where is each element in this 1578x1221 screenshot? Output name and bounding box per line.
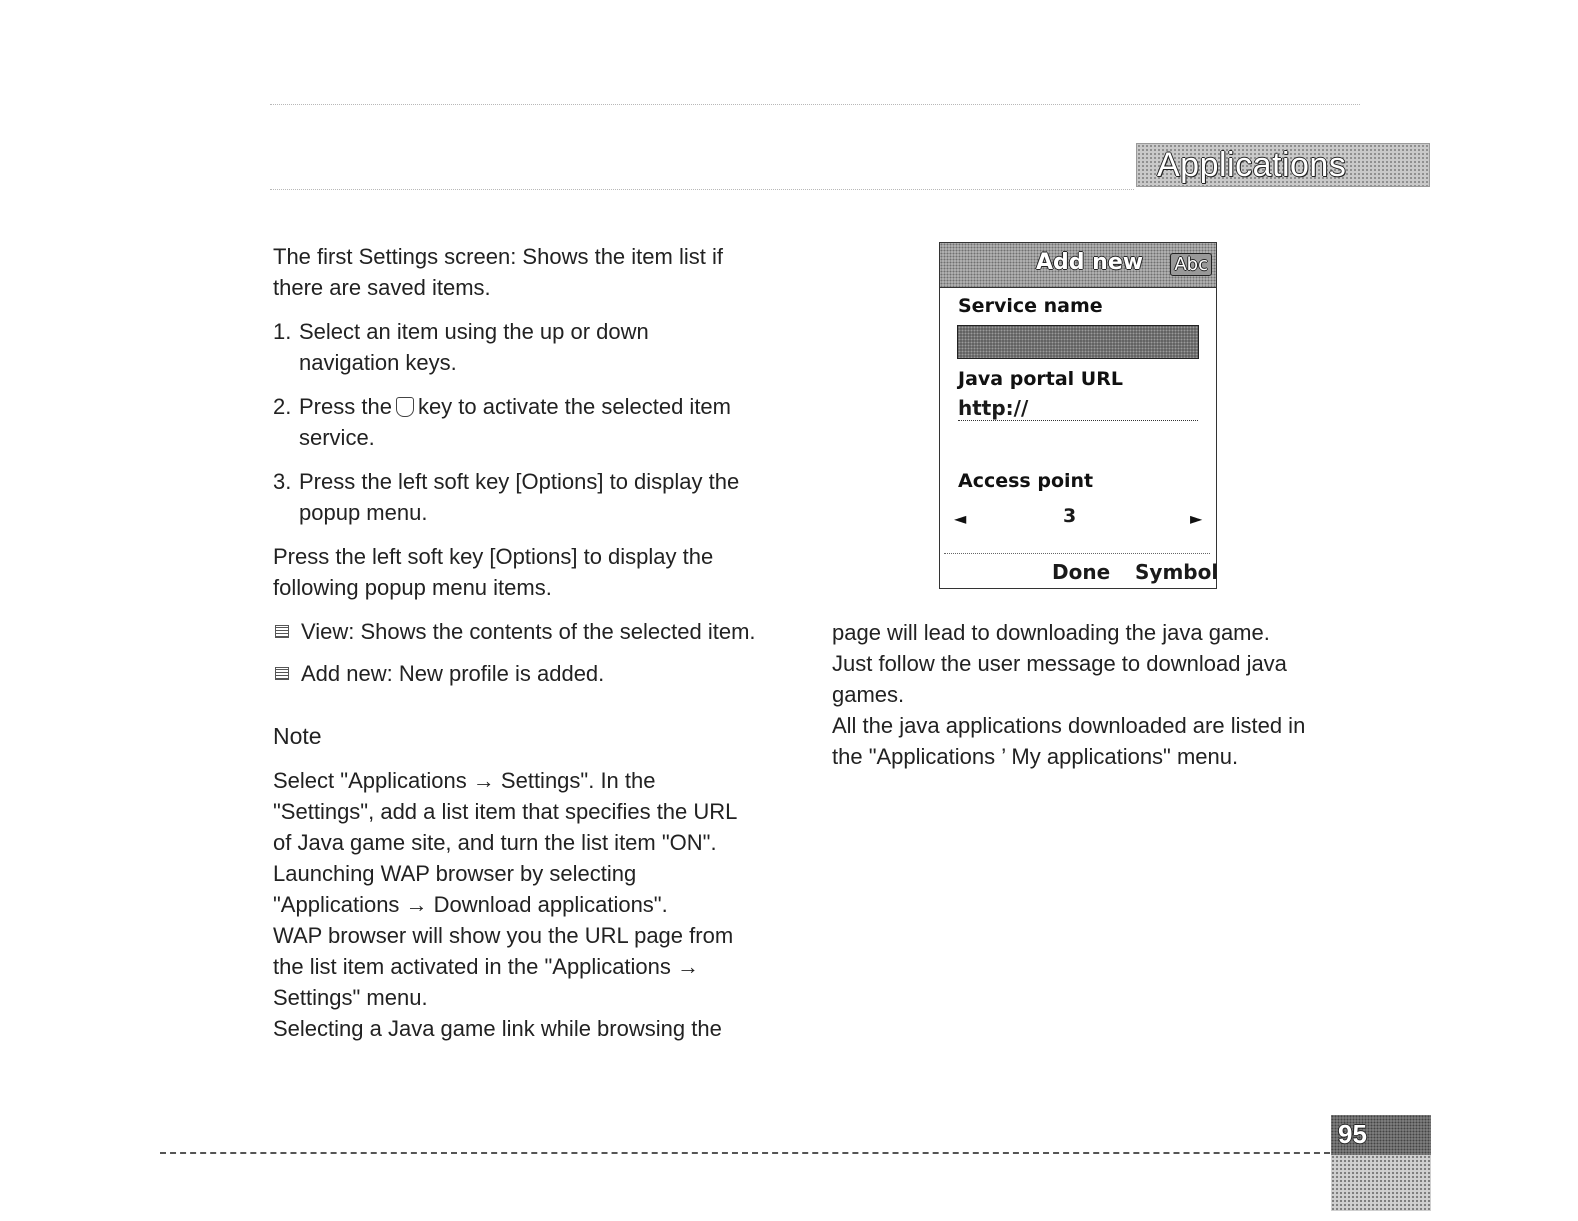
right-column xyxy=(832,617,1352,772)
step-text: key to activate the selected item service. xyxy=(299,394,731,450)
bullet-icon xyxy=(275,667,289,680)
body-line: All the java applications downloaded are listed in xyxy=(832,713,1306,738)
body-line: page will lead to downloading the java game. xyxy=(832,620,1270,645)
step-1: 1. Select an item using the up or down navigation keys. xyxy=(273,319,649,375)
step-2: 2. Press the key to activate the selected item service. xyxy=(273,394,731,450)
intro-text: The first Settings screen: Shows the item list if there are saved items. xyxy=(273,244,723,300)
access-point-label: Access point xyxy=(958,470,1094,492)
step-text: Press the xyxy=(299,394,392,419)
ok-key-icon xyxy=(396,397,414,417)
step-text: Press the left soft key [Options] to display the popup menu. xyxy=(299,469,740,525)
access-point-value: 3 xyxy=(1063,505,1077,527)
phone-screen xyxy=(939,242,1217,589)
bullet-add-new: Add new: New profile is added. xyxy=(273,658,761,689)
service-name-label: Service name xyxy=(958,295,1103,317)
header-rule-bottom xyxy=(270,189,1134,190)
header-rule-top xyxy=(270,104,1360,105)
step-text: Select an item using the up or down navigation keys. xyxy=(299,319,649,375)
body-line: Just follow the user message to download java xyxy=(832,651,1287,676)
softkey-done[interactable]: Done xyxy=(1052,560,1111,584)
java-url-label: Java portal URL xyxy=(958,368,1123,390)
note-line: Launching WAP browser by selecting xyxy=(273,861,637,886)
bullet-view: View: Shows the contents of the selected item. xyxy=(273,616,761,647)
note-line: of Java game site, and turn the list item "ON". xyxy=(273,830,717,855)
section-title: Applications xyxy=(1157,146,1347,184)
note-title: Note xyxy=(273,723,322,749)
body-line: the "Applications ’ My applications" menu. xyxy=(832,744,1239,769)
page-number-tab xyxy=(1331,1115,1431,1211)
footer-rule xyxy=(160,1152,1330,1154)
step-3: 3. Press the left soft key [Options] to display the popup menu. xyxy=(273,469,740,525)
softkey-symbol[interactable]: Symbol xyxy=(1135,560,1219,584)
note-line: Selecting a Java game link while browsing the xyxy=(273,1016,722,1041)
phone-title-bar xyxy=(940,243,1216,288)
note-line: the list item activated in the "Applications → xyxy=(273,954,700,979)
right-arrow-icon[interactable]: ► xyxy=(1190,509,1203,528)
body-line: games. xyxy=(832,682,905,707)
note-line: "Settings", add a list item that specifies the URL xyxy=(273,799,738,824)
note-line: WAP browser will show you the URL page from xyxy=(273,923,734,948)
input-mode-indicator: Abc xyxy=(1170,253,1212,276)
note-line: "Applications → Download applications". xyxy=(273,892,668,917)
phone-screen-title: Add new xyxy=(1036,250,1144,275)
java-url-input[interactable]: http:// xyxy=(958,396,1198,421)
note-line: Select "Applications → Settings". In the xyxy=(273,768,656,793)
page-number: 95 xyxy=(1338,1119,1367,1149)
section-tab xyxy=(1136,143,1430,187)
left-column xyxy=(273,241,793,1044)
note-line: Settings" menu. xyxy=(273,985,428,1010)
popup-intro-text: Press the left soft key [Options] to display the following popup menu items. xyxy=(273,544,714,600)
service-name-input[interactable] xyxy=(957,325,1199,359)
left-arrow-icon[interactable]: ◄ xyxy=(954,509,967,528)
bullet-icon xyxy=(275,625,289,638)
softkey-divider xyxy=(944,553,1210,554)
